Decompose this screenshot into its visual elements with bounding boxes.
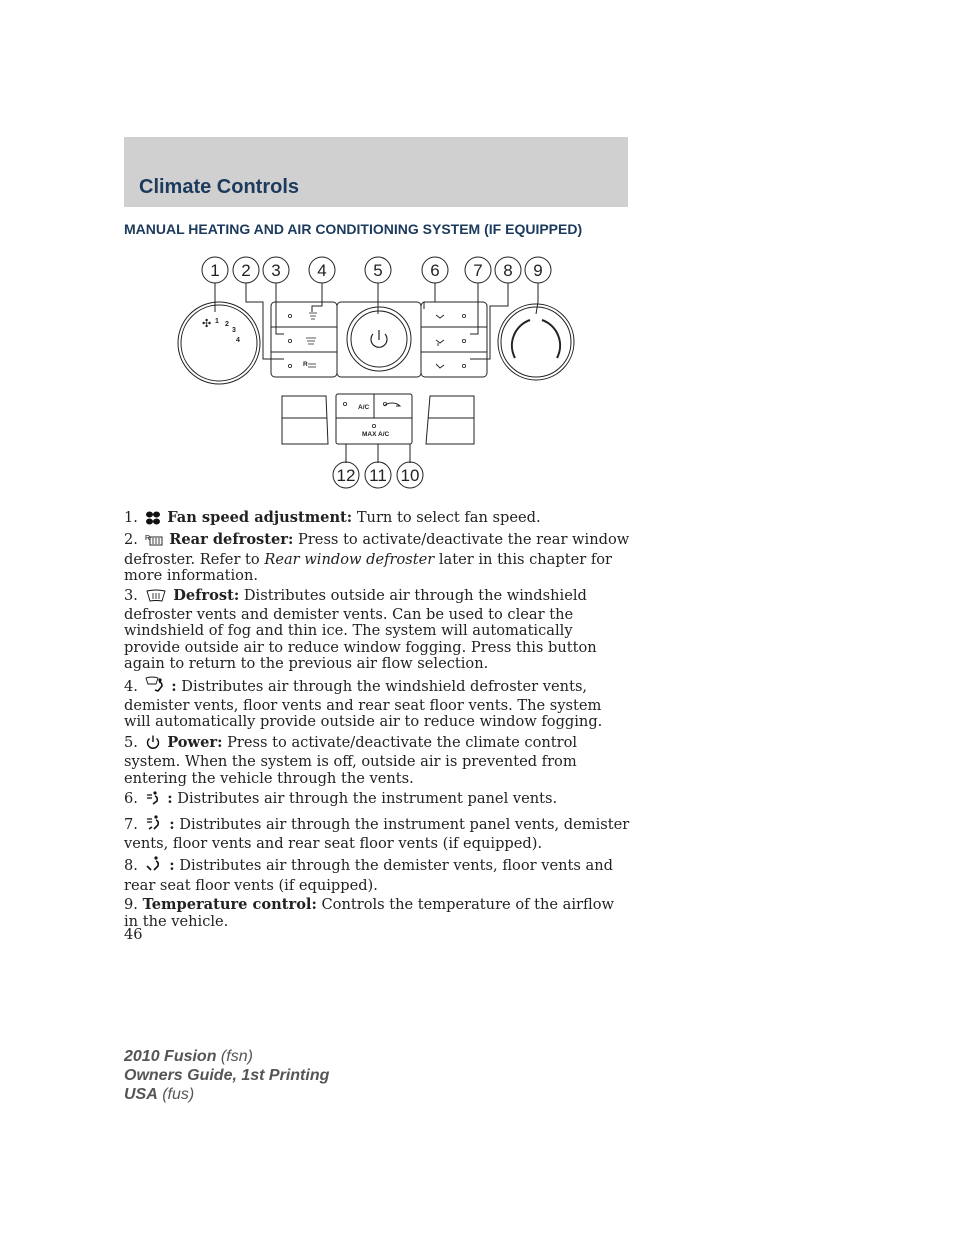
- callout-7: 7: [473, 261, 483, 280]
- fan-dial-tick-4: 4: [236, 337, 240, 344]
- callout-8: 8: [503, 261, 513, 280]
- list-item: 3. Defrost: Distributes outside air through the windshield defroster vents and demister vents. Can be used to clear the windshield of fog and thin ice. The system will automatically provide outside air to reduce window fogging. Press this button again to return to the previous air flow selection.: [124, 586, 597, 673]
- climate-control-diagram: [170, 254, 590, 494]
- page-number: 46: [124, 926, 143, 943]
- list-item: 1. Fan speed adjustment: Turn to select fan speed.: [124, 510, 630, 529]
- callout-2: 2: [241, 261, 251, 280]
- list-item: 5. Power: Press to activate/deactivate the climate control system. When the system is off, outside air is prevented from entering the vehicle through the vents.: [124, 733, 578, 787]
- callout-5: 5: [373, 261, 383, 280]
- right-lower-panel: [426, 396, 474, 444]
- callout-3: 3: [271, 261, 281, 280]
- fan-icon: [145, 511, 161, 529]
- left-lower-panel: [282, 396, 328, 444]
- fan-speed-dial: [178, 302, 260, 384]
- item-list: [124, 510, 630, 933]
- section-title: Climate Controls: [139, 176, 300, 198]
- windshield-defrost-icon: [145, 589, 167, 607]
- fan-dial-tick-1: 1: [215, 318, 219, 325]
- list-item: 2. R Rear defroster: Press to activate/deactivate the rear window defroster. Refer to Rear window defroster later in this chapter for more information.: [124, 531, 630, 585]
- list-item: 8. : Distributes air through the demister vents, floor vents and rear seat floor vents (if equipped).: [124, 857, 613, 894]
- panel-vent-icon: [145, 790, 161, 810]
- svg-text:R: R: [144, 535, 150, 543]
- list-item: 6. : Distributes air through the instrument panel vents.: [124, 790, 630, 810]
- defrost-floor-icon: [145, 676, 165, 698]
- max-ac-label: MAX A/C: [362, 431, 390, 438]
- fan-dial-tick-3: 3: [232, 327, 236, 334]
- callout-4: 4: [317, 261, 327, 280]
- list-item: 4. : Distributes air through the windshield defroster vents, demister vents, floor vents and rear seat floor vents. The system will automatically provide outside air to reduce window fogging.: [124, 677, 603, 731]
- fan-dial-icon: ✣: [202, 318, 212, 330]
- subheading: MANUAL HEATING AND AIR CONDITIONING SYSTEM (IF EQUIPPED): [124, 221, 583, 237]
- power-icon: [145, 734, 161, 754]
- floor-demist-icon: [145, 855, 163, 877]
- ac-label: A/C: [358, 404, 370, 411]
- rear-defrost-r-label: R: [303, 361, 308, 368]
- leader-lines: [215, 283, 538, 359]
- callout-12: 12: [336, 466, 356, 485]
- list-item: 9. Temperature control: Controls the temperature of the airflow in the vehicle.: [124, 896, 615, 930]
- panel-floor-icon: [145, 814, 163, 836]
- list-item: 7. : Distributes air through the instrument panel vents, demister vents, floor vents and rear seat floor vents (if equipped).: [124, 815, 630, 852]
- callout-6: 6: [430, 261, 440, 280]
- callout-10: 10: [400, 466, 420, 485]
- fan-dial-tick-2: 2: [225, 321, 229, 328]
- temperature-dial: [498, 304, 574, 380]
- callout-1: 1: [210, 261, 220, 280]
- rear-defrost-icon: [145, 533, 163, 551]
- callout-11: 11: [369, 466, 387, 485]
- callout-9: 9: [533, 261, 543, 280]
- footer: 2010 Fusion (fsn) Owners Guide, 1st Printing USA (fus): [124, 1048, 330, 1103]
